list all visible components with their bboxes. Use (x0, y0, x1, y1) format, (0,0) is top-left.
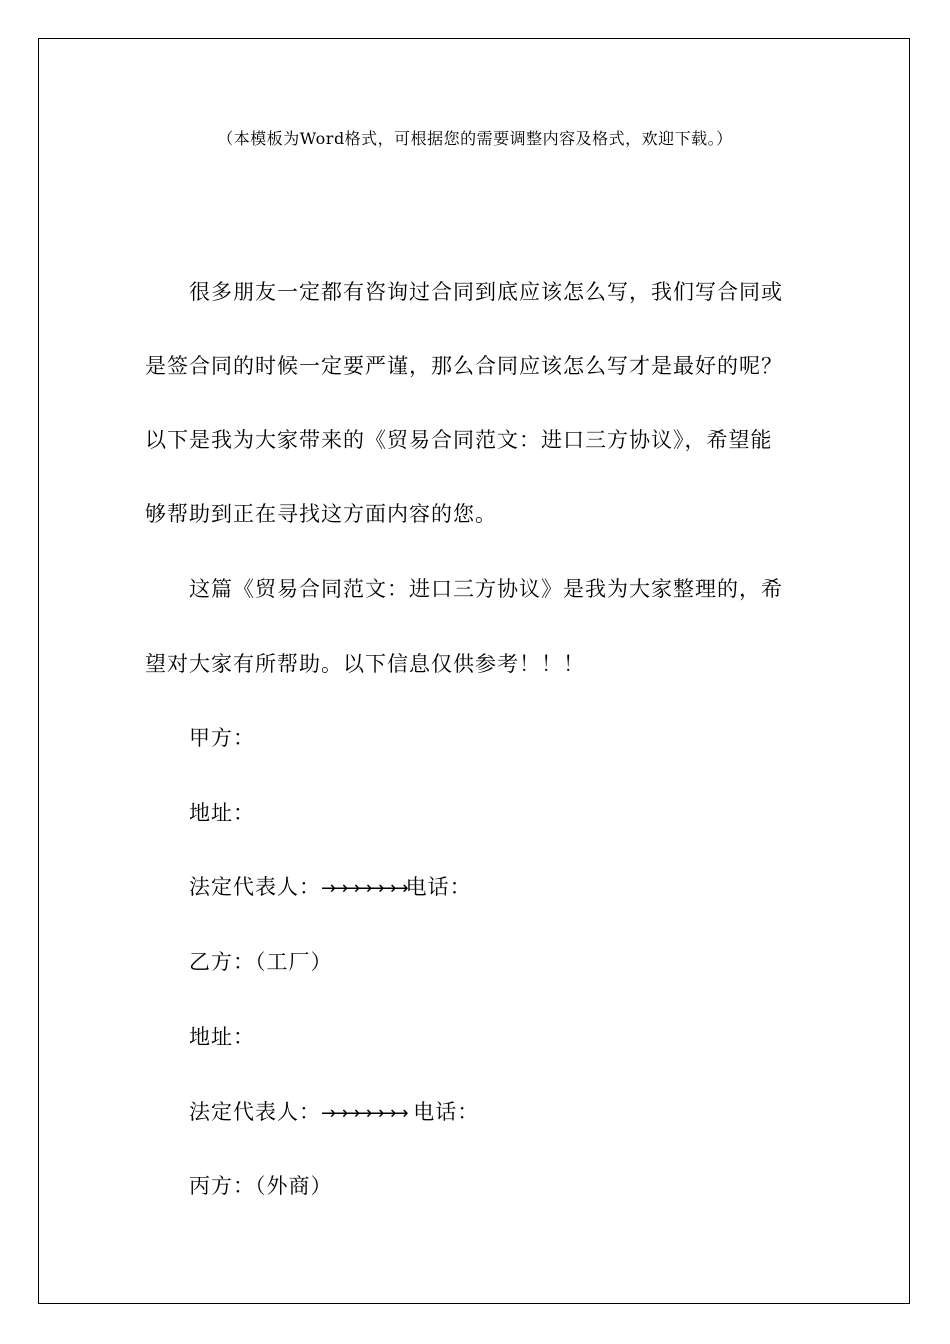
party-a-phone-label: 电话： (405, 875, 472, 899)
party-b-rep-arrows: →→→→→→→ (321, 1103, 406, 1124)
second-para-line-1: 这篇《贸易合同范文：进口三方协议》是我为大家整理的，希 (189, 577, 783, 601)
second-para-line-2: 望对大家有所帮助。以下信息仅供参考！！！ (145, 652, 585, 676)
intro-line-3: 以下是我为大家带来的《贸易合同范文：进口三方协议》，希望能 (145, 428, 773, 452)
party-b-phone-label: 电话： (413, 1100, 480, 1124)
intro-line-2: 是签合同的时候一定要严谨，那么合同应该怎么写才是最好的呢？ (145, 354, 783, 378)
intro-line-4: 够帮助到正在寻找这方面内容的您。 (145, 502, 497, 526)
party-b-representative-line (189, 1096, 479, 1126)
party-a-label: 甲方： (189, 726, 255, 750)
party-b-rep-label: 法定代表人： (189, 1100, 321, 1124)
party-a-rep-label: 法定代表人： (189, 875, 321, 899)
party-a-rep-arrows: →→→→→→→ (321, 878, 406, 899)
party-a-address-label: 地址： (189, 801, 255, 825)
party-b-label: 乙方：（工厂） (189, 950, 333, 974)
party-b-address-label: 地址： (189, 1025, 255, 1049)
party-a-representative-line (189, 871, 472, 901)
intro-line-1: 很多朋友一定都有咨询过合同到底应该怎么写，我们写合同或 (189, 280, 783, 304)
template-note: （本模板为Word格式，可根据您的需要调整内容及格式，欢迎下载。） (217, 129, 733, 148)
party-c-label: 丙方：（外商） (189, 1174, 333, 1198)
